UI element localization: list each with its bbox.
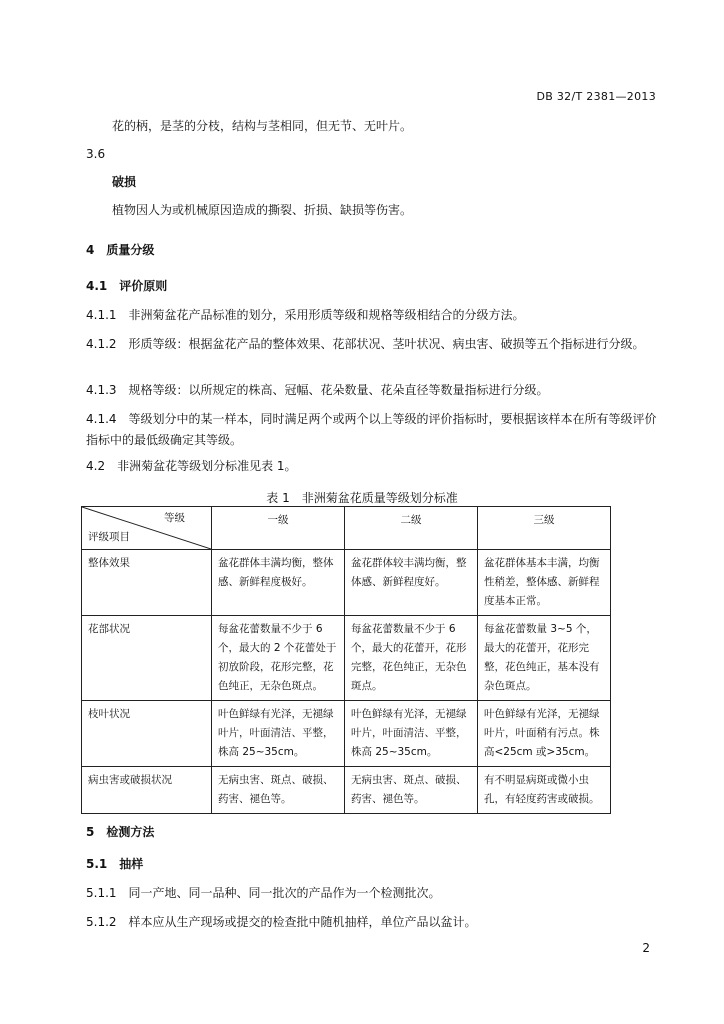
table-caption: 表 1 非洲菊盆花质量等级划分标准 <box>266 491 458 505</box>
corner-item-label: 评级项目 <box>88 531 130 543</box>
table-row <box>82 767 611 814</box>
table-cell: 盆花群体较丰满均衡，整体感、新鲜程度好。 <box>345 550 478 616</box>
table-cell: 每盆花蕾数量不少于 6 个，最大的花蕾开，花形完整，花色纯正，无杂色斑点。 <box>345 616 478 701</box>
table-cell: 叶色鲜绿有光泽，无褪绿叶片，叶面稍有污点。株高<25cm 或>35cm。 <box>478 701 611 767</box>
paragraph-5-1-1: 5.1.1 同一产地、同一品种、同一批次的产品作为一个检测批次。 <box>86 886 441 900</box>
header-grade-3: 三级 <box>478 507 611 550</box>
row-item-label: 整体效果 <box>82 550 212 616</box>
table-cell: 叶色鲜绿有光泽，无褪绿叶片，叶面清洁、平整，株高 25~35cm。 <box>345 701 478 767</box>
table-row <box>82 550 611 616</box>
paragraph-4-1-1: 4.1.1 非洲菊盆花产品标准的划分，采用形质等级和规格等级相结合的分级方法。 <box>86 308 525 322</box>
paragraph-4-2: 4.2 非洲菊盆花等级划分标准见表 1。 <box>86 459 297 473</box>
section-4-heading: 4 质量分级 <box>86 243 155 257</box>
paragraph-definition-continued: 花的柄，是茎的分枝，结构与茎相同，但无节、无叶片。 <box>112 119 413 133</box>
section-5-1-heading: 5.1 抽样 <box>86 857 144 871</box>
table-cell: 无病虫害、斑点、破损、药害、褪色等。 <box>212 767 345 814</box>
paragraph-4-1-3: 4.1.3 规格等级：以所规定的株高、冠幅、花朵数量、花朵直径等数量指标进行分级。 <box>86 383 549 397</box>
section-3-6-definition: 植物因人为或机械原因造成的撕裂、折损、缺损等伤害。 <box>112 203 413 217</box>
table-cell: 每盆花蕾数量不少于 6 个，最大的 2 个花蕾处于初放阶段，花形完整，花色纯正，无杂色斑点。 <box>212 616 345 701</box>
section-3-6-title: 破损 <box>112 175 137 189</box>
table-row <box>82 616 611 701</box>
section-3-6-number: 3.6 <box>86 147 106 161</box>
table-corner-cell <box>82 507 212 550</box>
paragraph-5-1-2: 5.1.2 样本应从生产现场或提交的检查批中随机抽样，单位产品以盆计。 <box>86 915 477 929</box>
table-cell: 无病虫害、斑点、破损、药害、褪色等。 <box>345 767 478 814</box>
table-header-row <box>82 507 611 550</box>
row-item-label: 病虫害或破损状况 <box>82 767 212 814</box>
table-cell: 盆花群体丰满均衡，整体感、新鲜程度极好。 <box>212 550 345 616</box>
section-4-1-heading: 4.1 评价原则 <box>86 279 168 293</box>
header-grade-1: 一级 <box>212 507 345 550</box>
corner-grade-label: 等级 <box>164 512 185 524</box>
doc-code-header: DB 32/T 2381—2013 <box>536 90 656 103</box>
table-cell: 每盆花蕾数量 3~5 个，最大的花蕾开，花形完整，花色纯正，基本没有杂色斑点。 <box>478 616 611 701</box>
header-grade-2: 二级 <box>345 507 478 550</box>
table-cell: 有不明显病斑或微小虫孔，有轻度药害或破损。 <box>478 767 611 814</box>
paragraph-4-1-2: 4.1.2 形质等级：根据盆花产品的整体效果、花部状况、茎叶状况、病虫害、破损等五个指标进行分级。 <box>86 337 645 351</box>
row-item-label: 花部状况 <box>82 616 212 701</box>
table-row <box>82 701 611 767</box>
page-number: 2 <box>642 941 650 955</box>
paragraph-4-1-4: 4.1.4 等级划分中的某一样本，同时满足两个或两个以上等级的评价指标时，要根据该样本在所有等级评价指标中的最低级确定其等级。 <box>86 412 657 447</box>
section-5-heading: 5 检测方法 <box>86 825 155 839</box>
table-cell: 叶色鲜绿有光泽，无褪绿叶片，叶面清洁、平整，株高 25~35cm。 <box>212 701 345 767</box>
row-item-label: 枝叶状况 <box>82 701 212 767</box>
grade-table <box>81 506 611 814</box>
table-cell: 盆花群体基本丰满，均衡性稍差，整体感、新鲜程度基本正常。 <box>478 550 611 616</box>
